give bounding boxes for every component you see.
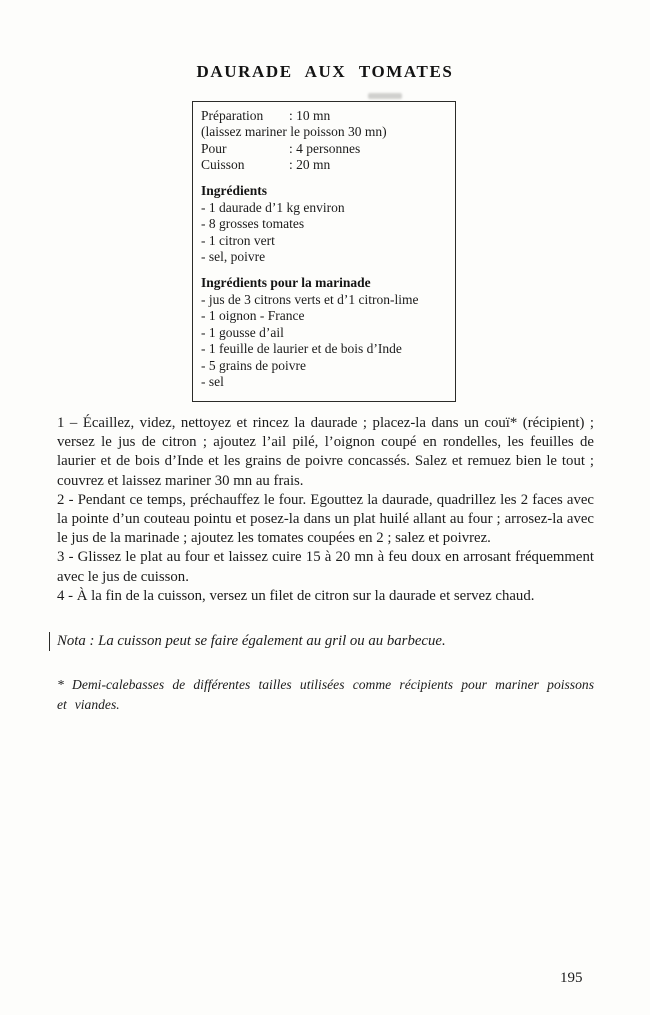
- step-4: 4 - À la fin de la cuisson, versez un filet de citron sur la daurade et servez chaud.: [57, 587, 535, 604]
- meta-row-serves: [201, 141, 447, 157]
- preparation-value: : 10 mn: [289, 108, 331, 123]
- footnote-text: * Demi-calebasses de différentes tailles utilisées comme récipients pour mariner poissons et viandes.: [57, 677, 594, 713]
- preparation-label: Préparation: [201, 108, 264, 123]
- recipe-title: DAURADE AUX TOMATES: [196, 62, 454, 81]
- marinade-item: - sel: [201, 374, 224, 390]
- ingredients-heading: Ingrédients: [201, 182, 268, 198]
- scan-artifact: [368, 93, 402, 99]
- ingredient-item: - 1 daurade d’1 kg environ: [201, 200, 345, 216]
- step-1: 1 – Écaillez, videz, nettoyez et rincez la daurade ; placez-la dans un couï* (récipient) ; versez le jus de citron ; ajoutez l’ail pilé, l’oignon coupé en rondelles, les feuilles de laurier et de bois d’Inde et les grains de poivre concassés. Salez et remuez bien le tout ; couvrez et laissez mariner 30 mn au frais.: [57, 415, 594, 489]
- step-3: 3 - Glissez le plat au four et laissez cuire 15 à 20 mn à feu doux en arrosant fréquemment avec le jus de cuisson.: [57, 549, 594, 585]
- recipe-info-box: [192, 101, 456, 402]
- marinate-note: (laissez mariner le poisson 30 mn): [201, 124, 387, 140]
- meta-row-cooking: [201, 157, 447, 173]
- page-number: 195: [560, 970, 583, 986]
- ingredient-item: - sel, poivre: [201, 249, 266, 265]
- marinade-item: - 5 grains de poivre: [201, 357, 306, 373]
- marinade-item: - 1 feuille de laurier et de bois d’Inde: [201, 341, 402, 357]
- marinade-item: - jus de 3 citrons verts et d’1 citron-lime: [201, 292, 419, 308]
- meta-row-preparation: [201, 108, 447, 124]
- nota-text: Nota : La cuisson peut se faire également au gril ou au barbecue.: [49, 632, 594, 651]
- ingredient-item: - 1 citron vert: [201, 232, 275, 248]
- cooking-label: Cuisson: [201, 157, 245, 173]
- ingredient-item: - 8 grosses tomates: [201, 216, 305, 232]
- step-2: 2 - Pendant ce temps, préchauffez le four. Egouttez la daurade, quadrillez les 2 faces avec la pointe d’un couteau pointu et posez-la dans un plat huilé allant au four ; arrosez-la avec le jus de la marinade ; ajoutez les tomates coupées en 2 ; salez et poivrez.: [57, 491, 594, 547]
- marinade-item: - 1 gousse d’ail: [201, 324, 284, 340]
- serves-value: : 4 personnes: [289, 140, 361, 156]
- marinade-heading: Ingrédients pour la marinade: [201, 274, 371, 290]
- recipe-instructions: [57, 414, 594, 715]
- cooking-value: : 20 mn: [289, 157, 331, 173]
- serves-label: Pour: [201, 140, 227, 156]
- marinade-item: - 1 oignon - France: [201, 308, 305, 324]
